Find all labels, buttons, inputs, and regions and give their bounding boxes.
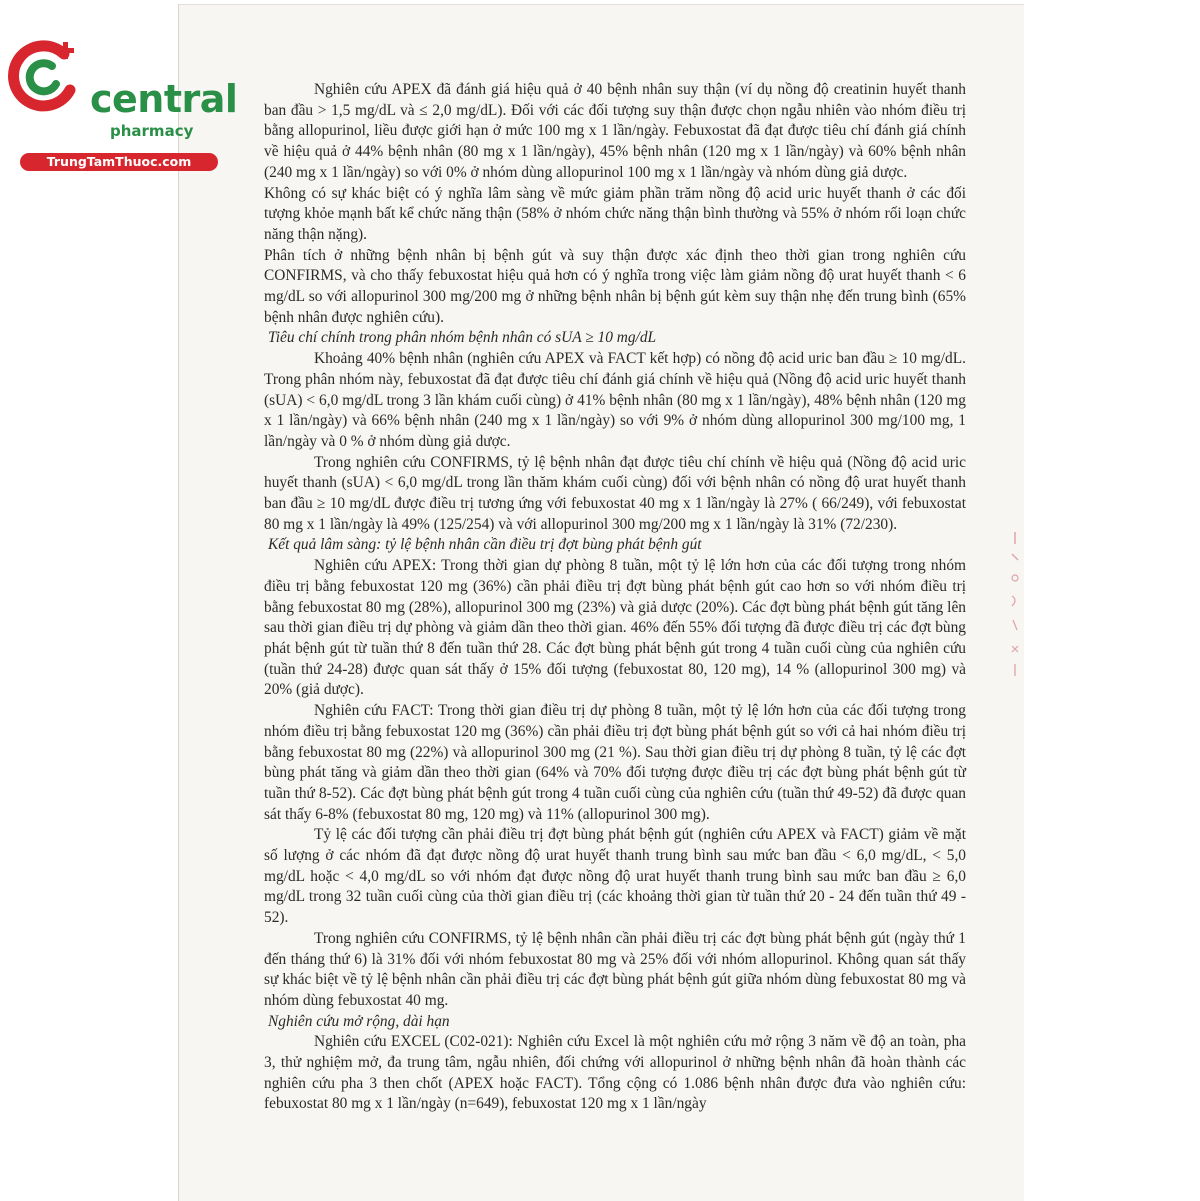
section-heading-extension: Nghiên cứu mở rộng, dài hạn xyxy=(268,1012,450,1030)
margin-stamp-marks xyxy=(1008,530,1022,680)
central-logo-icon xyxy=(8,36,88,116)
paragraph-confirms-analysis: Phân tích ở những bệnh nhân bị bệnh gút và suy thận được xác định theo thời gian trong nghiên cứu CONFIRMS, và cho thấy febuxostat hiệu quả hơn có ý nghĩa trong việc làm giảm nồng độ urat huyết thanh < 6 mg/dL so với allopurinol 300 mg/200 mg ở những bệnh nhân bị bệnh gút kèm suy thận nhẹ đến trung bình (65% bệnh nhân được nghiên cứu). xyxy=(264,246,966,326)
paragraph-renal-difference: Không có sự khác biệt có ý nghĩa lâm sàng về mức giảm phần trăm nồng độ acid uric huyết thanh ở các đối tượng khỏe mạnh bất kể chức năng thận (58% ở nhóm chức năng thận bình thường và 55% ở nhóm rối loạn chức năng thận nặng). xyxy=(264,184,966,243)
paragraph-excel-study: Nghiên cứu EXCEL (C02-021): Nghiên cứu Excel là một nghiên cứu mở rộng 3 năm về độ an toàn, pha 3, thử nghiệm mở, đa trung tâm, ngẫu nhiên, đối chứng với allopurinol ở những bệnh nhân đã hoàn thành các nghiên cứu pha 3 then chốt (APEX hoặc FACT). Tổng cộng có 1.086 bệnh nhân được đưa vào nghiên cứu: febuxostat 80 mg x 1 lần/ngày (n=649), febuxostat 120 mg x 1 lần/ngày xyxy=(264,1033,966,1113)
paragraph-sua-subgroup: Khoảng 40% bệnh nhân (nghiên cứu APEX và FACT kết hợp) có nồng độ acid uric ban đầu ≥ 10 mg/dL. Trong phân nhóm này, febuxostat đã đạt được tiêu chí đánh giá chính về hiệu quả (Nồng độ acid uric huyết thanh (sUA) < 6,0 mg/dL trong 3 lần khám cuối cùng) ở 41% bệnh nhân (80 mg x 1 lần/ngày), 48% bệnh nhân (120 mg x 1 lần/ngày) và 66% bệnh nhân (240 mg x 1 lần/ngày) so với 9% ở nhóm dùng allopurinol 300 mg/100 mg, 1 lần/ngày và 0 % ở nhóm dùng giả dược. xyxy=(264,350,966,450)
paragraph-apex-flares: Nghiên cứu APEX: Trong thời gian dự phòng 8 tuần, một tỷ lệ lớn hơn của các đối tượng trong nhóm điều trị bằng febuxostat 120 mg (36%) cần phải điều trị đợt bùng phát bệnh gút cao hơn so với nhóm điều trị bằng febuxostat 80 mg (28%), allopurinol 300 mg (23%) và giả dược (20%). Các đợt bùng phát bệnh gút tăng lên sau thời gian điều trị dự phòng và giảm dần theo thời gian. 46% đến 55% đối tượng đã được điều trị các đợt bùng phát bệnh gút từ tuần thứ 8 đến tuần thứ 28. Các đợt bùng phát bệnh gút trong 4 tuần cuối cùng của nghiên cứu (tuần thứ 24-28) được quan sát thấy ở 15% đối tượng (febuxostat 80, 120 mg), 14 % (allopurinol 300 mg) và 20% (giả dược). xyxy=(264,557,966,699)
document-body xyxy=(264,80,966,1115)
brand-name: central xyxy=(90,77,238,121)
paragraph-apex-renal: Nghiên cứu APEX đã đánh giá hiệu quả ở 40 bệnh nhân suy thận (ví dụ nồng độ creatinin huyết thanh ban đầu > 1,5 mg/dL và ≤ 2,0 mg/dL). Đối với các đối tượng suy thận được chọn ngẫu nhiên vào nhóm điều trị bằng allopurinol, liều được giới hạn ở mức 100 mg x 1 lần/ngày. Febuxostat đã đạt được tiêu chí đánh giá chính về hiệu quả ở 44% bệnh nhân (80 mg x 1 lần/ngày), 45% bệnh nhân (120 mg x 1 lần/ngày) và 60% bệnh nhân (240 mg x 1 lần/ngày) so với 0% ở nhóm dùng allopurinol 100 mg x 1 lần/ngày và nhóm dùng giả dược. xyxy=(264,81,966,181)
section-heading-flares: Kết quả lâm sàng: tỷ lệ bệnh nhân cần điều trị đợt bùng phát bệnh gút xyxy=(268,536,702,554)
paragraph-confirms-sua: Trong nghiên cứu CONFIRMS, tỷ lệ bệnh nhân đạt được tiêu chí chính về hiệu quả (Nồng độ acid uric huyết thanh (sUA) < 6,0 mg/dL trong lần thăm khám cuối cùng) đối với bệnh nhân có nồng độ urat huyết thanh ban đầu ≥ 10 mg/dL được điều trị tương ứng với febuxostat 40 mg x 1 lần/ngày là 27% ( 66/249), với febuxostat 80 mg x 1 lần/ngày là 49% (125/254) và với allopurinol 300 mg/200 mg x 1 lần/ngày là 31% (72/230). xyxy=(264,453,966,533)
brand-url[interactable]: TrungTamThuoc.com xyxy=(20,153,218,171)
section-heading-sua: Tiêu chí chính trong phân nhóm bệnh nhân có sUA ≥ 10 mg/dL xyxy=(268,329,657,347)
paragraph-confirms-flares: Trong nghiên cứu CONFIRMS, tỷ lệ bệnh nhân cần phải điều trị các đợt bùng phát bệnh gút (ngày thứ 1 đến tháng thứ 6) là 31% đối với nhóm febuxostat 80 mg và 25% đối với nhóm allopurinol. Không quan sát thấy sự khác biệt về tỷ lệ bệnh nhân cần phải điều trị các đợt bùng phát bệnh gút giữa nhóm dùng febuxostat 80 mg và nhóm dùng febuxostat 40 mg. xyxy=(264,929,966,1009)
paragraph-flare-rate: Tỷ lệ các đối tượng cần phải điều trị đợt bùng phát bệnh gút (nghiên cứu APEX và FACT) giảm về mặt số lượng ở các nhóm đã đạt được nồng độ urat huyết thanh trung bình sau mức ban đầu < 6,0 mg/dL, < 5,0 mg/dL hoặc < 4,0 mg/dL so với nhóm đạt được nồng độ urat huyết thanh trung bình sau mức ban đầu ≥ 6,0 mg/dL trong 32 tuần cuối cùng của thời gian điều trị (các khoảng thời gian từ tuần thứ 20 - 24 đến tuần thứ 49 - 52). xyxy=(264,826,966,927)
pharmacy-logo[interactable] xyxy=(8,36,238,169)
brand-subtitle: pharmacy xyxy=(110,122,194,140)
paragraph-fact-flares: Nghiên cứu FACT: Trong thời gian điều trị dự phòng 8 tuần, một tỷ lệ lớn hơn của các đối tượng trong nhóm điều trị bằng febuxostat 120 mg (36%) cần phải điều trị đợt bùng phát bệnh gút so với cả hai nhóm điều trị bằng febuxostat 80 mg (22%) và allopurinol 300 mg (21 %). Sau thời gian điều trị dự phòng 8 tuần, tỷ lệ các đợt bùng phát tăng và giảm dần theo thời gian (64% và 70% đối tượng được điều trị các đợt bùng phát bệnh gút từ tuần thứ 8-52). Các đợt bùng phát bệnh gút trong 4 tuần cuối cùng của nghiên cứu (tuần thứ 49-52) đã được quan sát thấy 6-8% (febuxostat 80 mg, 120 mg) và 11% (allopurinol 300 mg). xyxy=(264,702,966,823)
